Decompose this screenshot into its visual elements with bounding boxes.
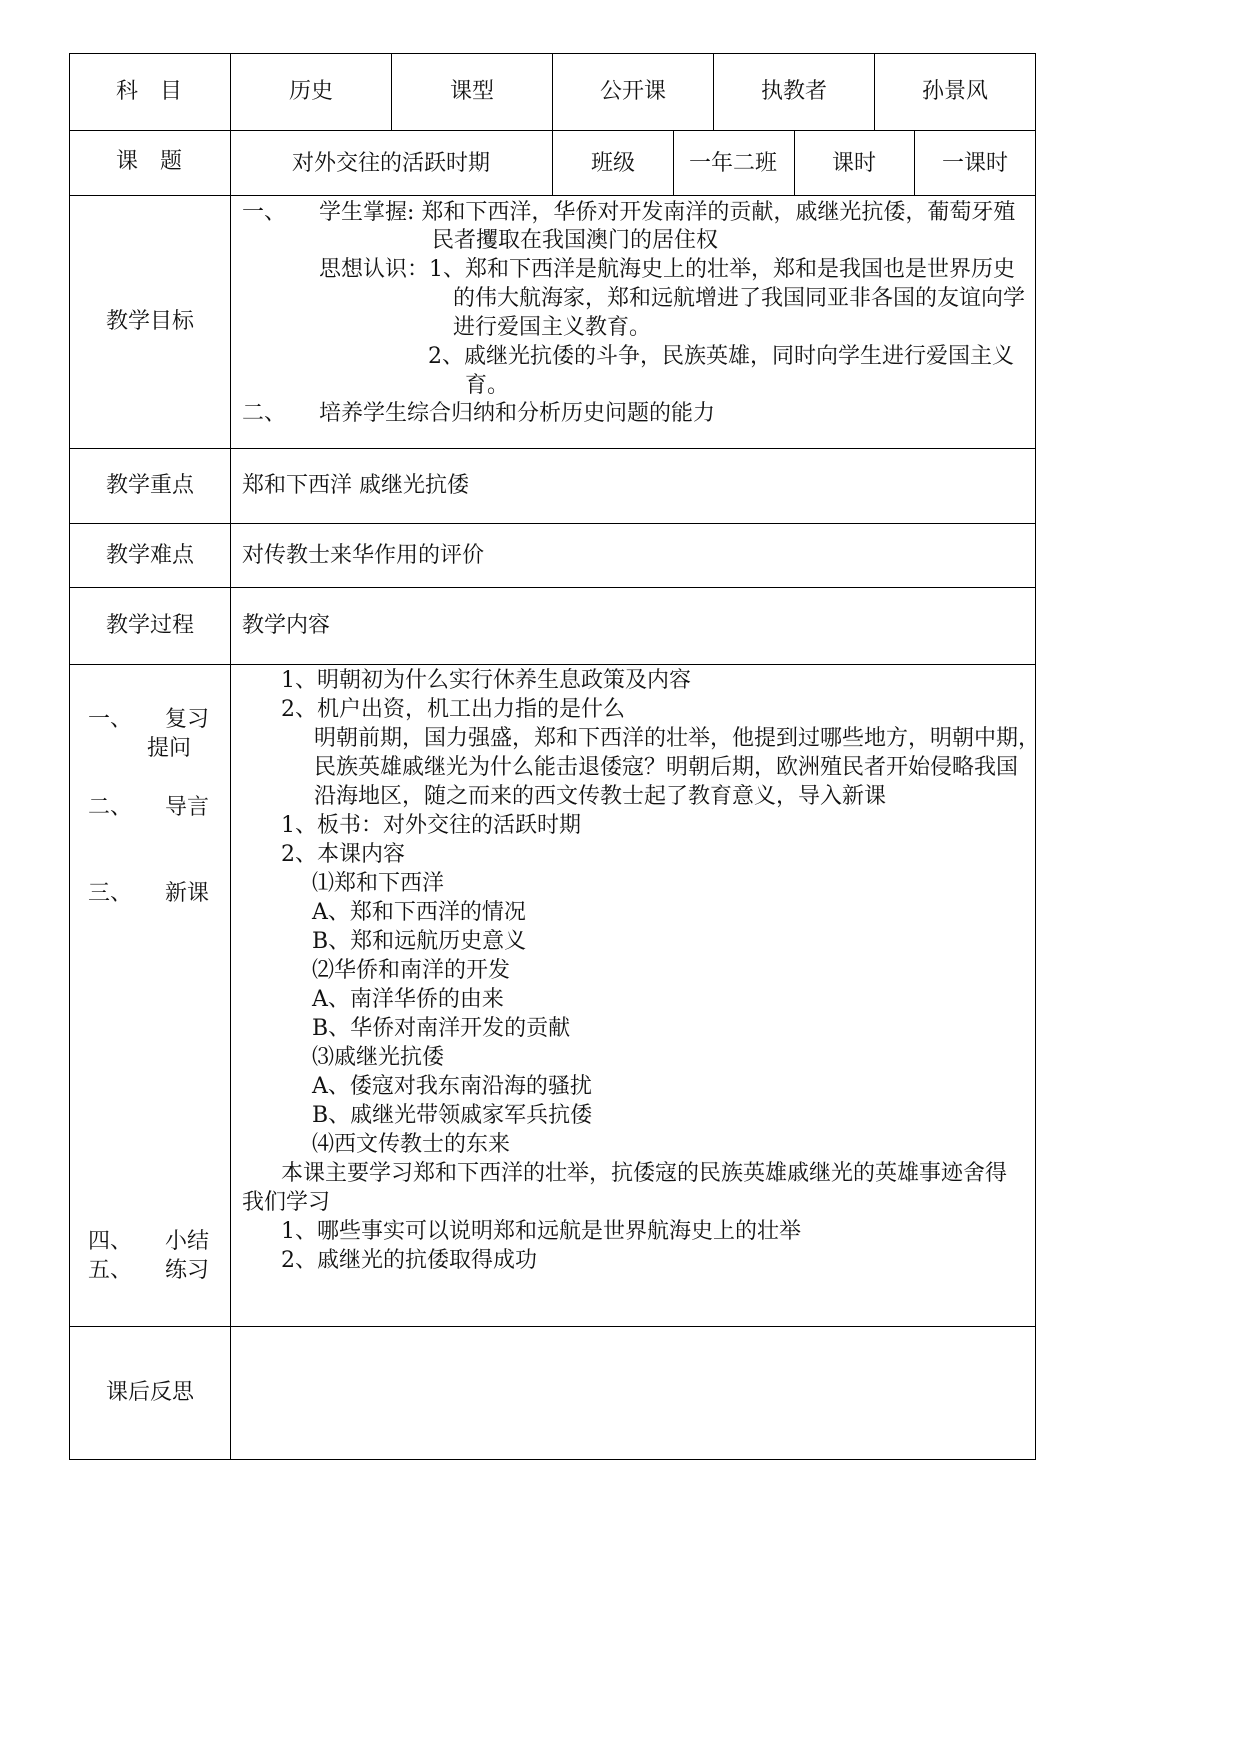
lesson-type-label: 课型 <box>450 79 495 104</box>
objectives-label: 教学目标 <box>106 309 195 334</box>
objective-line: 民者攫取在我国澳门的居住权 <box>432 228 719 253</box>
content-line: 1、哪些事实可以说明郑和远航是世界航海史上的壮举 <box>281 1219 801 1244</box>
content-line: B、华侨对南洋开发的贡献 <box>312 1016 571 1041</box>
content-line: A、倭寇对我东南沿海的骚扰 <box>312 1074 592 1099</box>
step-review-cont: 提问 <box>147 736 192 761</box>
table-line <box>673 130 674 195</box>
content-line: B、戚继光带领戚家军兵抗倭 <box>312 1103 593 1128</box>
lesson-type-value: 公开课 <box>600 79 667 104</box>
table-line <box>713 53 714 130</box>
class-label: 班级 <box>591 151 636 176</box>
content-line: A、郑和下西洋的情况 <box>312 900 526 925</box>
content-line: A、南洋华侨的由来 <box>312 987 504 1012</box>
class-hours-label: 课时 <box>832 151 877 176</box>
table-line <box>794 130 795 195</box>
subject-value: 历史 <box>289 79 334 104</box>
teacher-value: 孙景风 <box>922 79 989 104</box>
table-line <box>69 523 1036 524</box>
step-summary: 四、 小结 <box>88 1229 210 1254</box>
objective-line: 进行爱国主义教育。 <box>453 315 652 340</box>
content-line: 民族英雄戚继光为什么能击退倭寇？明朝后期，欧洲殖民者开始侵略我国 <box>314 755 1019 780</box>
topic-label: 课 题 <box>116 149 183 174</box>
content-line: 本课主要学习郑和下西洋的壮举，抗倭寇的民族英雄戚继光的英雄事迹舍得 <box>281 1161 1008 1186</box>
key-points-label: 教学重点 <box>106 473 195 498</box>
step-intro: 二、 导言 <box>88 795 210 820</box>
content-line: B、郑和远航历史意义 <box>312 929 527 954</box>
class-hours-value: 一课时 <box>942 151 1009 176</box>
content-line: ⑷西文传教士的东来 <box>312 1132 511 1157</box>
difficulties-label: 教学难点 <box>106 543 195 568</box>
objective-line: 育。 <box>465 373 510 398</box>
content-line: 2、本课内容 <box>281 842 405 867</box>
step-review: 一、 复习 <box>88 707 210 732</box>
table-line <box>552 53 553 195</box>
table-line <box>914 130 915 195</box>
table-line <box>874 53 875 130</box>
objective-line: 思想认识：1、郑和下西洋是航海史上的壮举，郑和是我国也是世界历史 <box>319 257 1015 282</box>
step-practice: 五、 练习 <box>88 1258 210 1283</box>
content-line: ⑴郑和下西洋 <box>312 871 445 896</box>
table-line <box>230 53 231 1460</box>
content-line: 我们学习 <box>242 1190 331 1215</box>
content-line: ⑶戚继光抗倭 <box>312 1045 445 1070</box>
class-value: 一年二班 <box>689 151 778 176</box>
process-label: 教学过程 <box>106 613 195 638</box>
objective-line: 的伟大航海家，郑和远航增进了我国同亚非各国的友谊向学 <box>453 286 1026 311</box>
table-line <box>69 1459 1036 1460</box>
table-line <box>69 587 1036 588</box>
subject-label: 科 目 <box>116 79 183 104</box>
table-line <box>69 448 1036 449</box>
table-line <box>69 664 1036 665</box>
content-line: 2、机户出资，机工出力指的是什么 <box>281 697 625 722</box>
table-line <box>391 53 392 130</box>
process-value: 教学内容 <box>242 613 331 638</box>
content-line: 1、明朝初为什么实行休养生息政策及内容 <box>281 668 691 693</box>
content-line: 2、戚继光的抗倭取得成功 <box>281 1248 537 1273</box>
content-line: 沿海地区，随之而来的西文传教士起了教育意义，导入新课 <box>314 784 887 809</box>
table-line <box>1035 53 1036 1460</box>
reflection-area <box>231 1327 1035 1459</box>
reflection-label: 课后反思 <box>106 1380 195 1405</box>
content-line: 明朝前期，国力强盛，郑和下西洋的壮举，他提到过哪些地方，明朝中期， <box>314 726 1041 751</box>
teacher-label: 执教者 <box>761 79 828 104</box>
objective-line: 二、 培养学生综合归纳和分析历史问题的能力 <box>242 401 716 426</box>
topic-value: 对外交往的活跃时期 <box>292 151 491 176</box>
step-new-lesson: 三、 新课 <box>88 881 210 906</box>
objective-line: 2、戚继光抗倭的斗争，民族英雄，同时向学生进行爱国主义 <box>428 344 1014 369</box>
objective-line: 一、 学生掌握: 郑和下西洋，华侨对开发南洋的贡献，戚继光抗倭，葡萄牙殖 <box>242 200 1016 225</box>
table-line <box>69 53 70 1460</box>
content-line: ⑵华侨和南洋的开发 <box>312 958 511 983</box>
difficulties-value: 对传教士来华作用的评价 <box>242 543 485 568</box>
table-line <box>69 195 1036 196</box>
key-points-value: 郑和下西洋 戚继光抗倭 <box>242 473 469 498</box>
content-line: 1、板书：对外交往的活跃时期 <box>281 813 581 838</box>
